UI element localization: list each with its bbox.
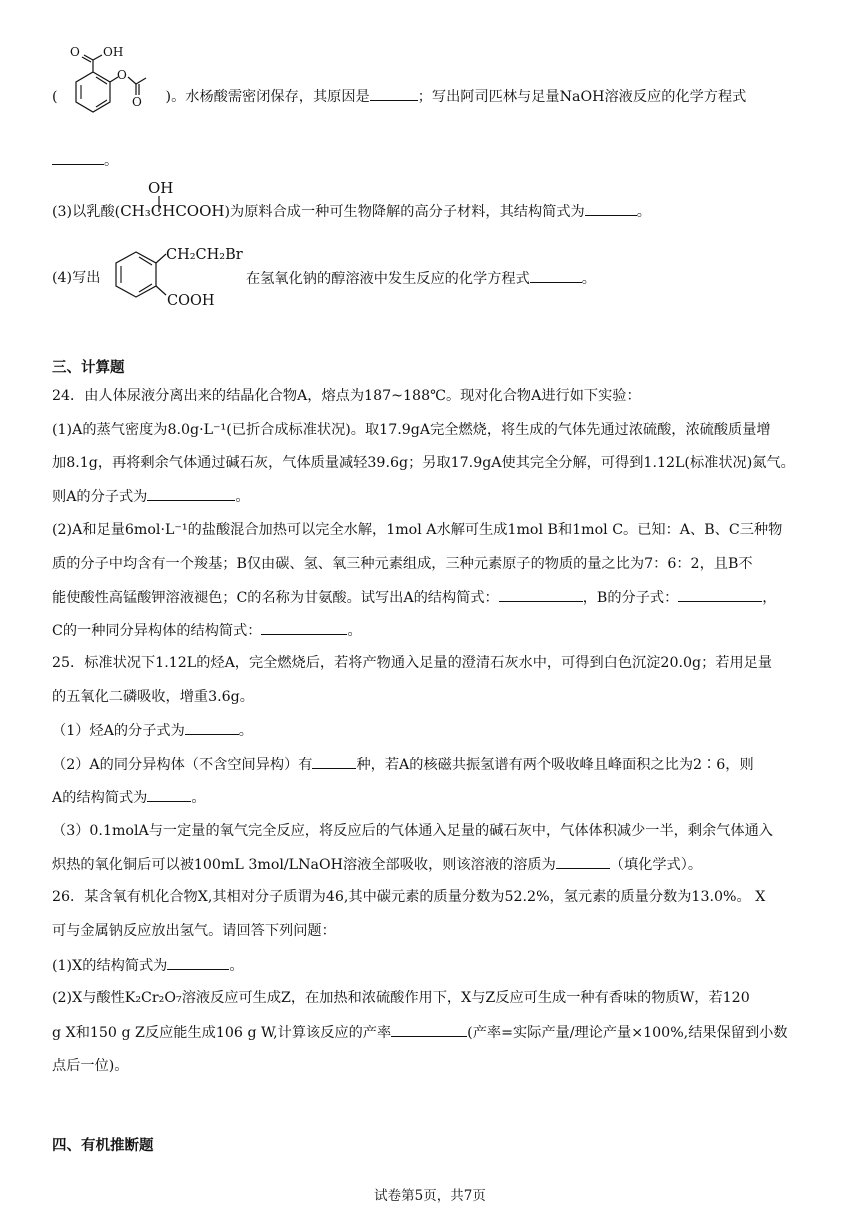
q25-l3a: （1）烃A的分子式为 [52,723,185,739]
q23-part2-line2 [52,150,118,171]
q26-l5a: g X和150 g Z反应能生成106 g W,计算该反应的产率 [52,1025,392,1041]
answer-blank[interactable] [499,587,583,602]
q25-line4 [52,754,754,775]
q25-l5b: 。 [191,790,206,806]
q23-p3-suffix: )为原料合成一种可生物降解的高分子材料，其结构简式为 [224,204,585,220]
q25-l7b: （填化学式）。 [609,857,703,873]
q24-line5: (2)A和足量6mol·L⁻¹的盐酸混合加热可以完全水解，1mol A水解可生成1mol B和1mol C。已知：A、B、C三种物 [52,522,783,538]
answer-blank[interactable] [530,268,582,283]
answer-blank[interactable] [391,1022,467,1037]
q24-l8a: C的一种同分异构体的结构简式： [52,623,262,639]
substituent-cooh: COOH [167,293,215,309]
answer-blank[interactable] [185,720,239,735]
q23-p4-suffix: 在氢氧化钠的醇溶液中发生反应的化学方程式 [246,271,530,287]
q23-p2-open: ( [52,89,58,105]
q26-line3 [52,955,244,976]
q26-l5b: (产率=实际产量/理论产量×100%,结果保留到小数 [467,1025,788,1041]
answer-blank[interactable] [52,150,104,165]
q26-l3b: 。 [229,958,244,974]
q25-line6: （3）0.1molA与一定量的氧气完全反应，将反应后的气体通入足量的碱石灰中，气体体积减少一半，剩余气体通入 [52,823,773,839]
answer-blank[interactable] [147,486,235,501]
aspirin-label-oh: OH [103,45,124,59]
q24-line3: 加8.1g，再将剩余气体通过碱石灰，气体质量减轻39.6g；另取17.9gA使其完全分解，可得到1.12L(标准状况)氮气。 [52,455,795,471]
aspirin-label-ester-o: O [117,68,127,82]
q26-line6: 点后一位)。 [52,1058,129,1074]
q25-l5a: A的结构简式为 [52,790,148,806]
q24-line8 [52,620,362,641]
q23-part4-prefix: (4)写出 [52,270,101,286]
q23-part2-line1 [52,86,746,107]
answer-blank[interactable] [556,854,610,869]
q23-p3-prefix: (3)以乳酸( [52,204,121,220]
q25-line3 [52,720,253,741]
answer-blank[interactable] [261,620,347,635]
answer-blank[interactable] [678,587,762,602]
answer-blank[interactable] [167,955,229,970]
bromo-benzoic-structure [98,232,248,318]
q26-line4: (2)X与酸性K₂Cr₂O₇溶液反应可生成Z，在加热和浓硫酸作用下，X与Z反应可生成一种有香味的物质W，若120 [52,990,750,1006]
q25-line1: 25．标准状况下1.12L的烃A，完全燃烧后，若将产物通入足量的澄清石灰水中，可得到白色沉淀20.0g；若用足量 [52,655,773,671]
substituent-ch2ch2br: CH₂CH₂Br [166,247,243,263]
lactic-acid-formula: CH₃CHCOOH [120,202,225,220]
q24-line2: (1)A的蒸气密度为8.0g·L⁻¹(已折合成标准状况)。取17.9gA完全燃烧，将生成的气体先通过浓硫酸，浓硫酸质量增 [52,422,771,438]
q26-line5 [52,1022,788,1043]
aspirin-label-o: O [70,45,80,59]
lactic-oh: OH [148,179,174,197]
q24-line1: 24．由人体尿液分离出来的结晶化合物A，熔点为187~188℃。现对化合物A进行如下实验： [52,388,641,404]
q25-line7 [52,854,702,875]
q25-l3b: 。 [238,723,253,739]
answer-blank[interactable] [147,787,191,802]
q25-line2: 的五氧化二磷吸收，增重3.6g。 [52,689,254,705]
q24-line4 [52,486,250,507]
q26-line1: 26．某含氧有机化合物X,其相对分子质谓为46,其中碳元素的质量分数为52.2%，氢元素的质量分数为13.0%。 X [52,889,766,905]
answer-blank[interactable] [312,754,356,769]
q23-p2-text: )。水杨酸需密闭保存，其原因是 [165,89,370,105]
q24-l8b: 。 [347,623,362,639]
q23-p3-end: 。 [636,204,651,220]
q25-l7a: 炽热的氧化铜后可以被100mL 3mol/LNaOH溶液全部吸收，则该溶液的溶质为 [52,857,556,873]
q25-l4a: （2）A的同分异构体（不含空间异构）有 [52,757,313,773]
q23-part3-line [52,201,651,222]
q24-l7c: ， [762,590,777,606]
q23-p2-mid: ；写出阿司匹林与足量NaOH溶液反应的化学方程式 [417,89,747,105]
aspirin-label-carbonyl-o: O [132,95,142,109]
page-footer: 试卷第5页，共7页 [374,1188,486,1204]
q23-p4-end: 。 [581,271,596,287]
q23-p2-end: 。 [104,153,119,169]
q24-line7 [52,587,777,608]
q26-l3a: (1)X的结构简式为 [52,958,168,974]
q24-l7b: ，B的分子式： [582,590,679,606]
q24-l7a: 能使酸性高锰酸钾溶液褪色；C的名称为甘氨酸。试写出A的结构简式： [52,590,499,606]
section-title-inference: 四、有机推断题 [52,1137,154,1154]
answer-blank[interactable] [370,86,418,101]
q24-line6: 质的分子中均含有一个羧基；B仅由碳、氢、氧三种元素组成，三种元素原子的物质的量之比为7：6：2，且B不 [52,556,753,572]
q25-l4b: 种，若A的核磁共振氢谱有两个吸收峰且峰面积之比为2∶6，则 [356,757,754,773]
q23-part4-line [246,268,596,289]
q24-l4a: 则A的分子式为 [52,489,148,505]
q26-line2: 可与金属钠反应放出氢气。请回答下列问题： [52,923,336,939]
q25-line5 [52,787,206,808]
answer-blank[interactable] [585,201,637,216]
q24-l4b: 。 [235,489,250,505]
section-title-calc: 三、计算题 [52,359,125,376]
